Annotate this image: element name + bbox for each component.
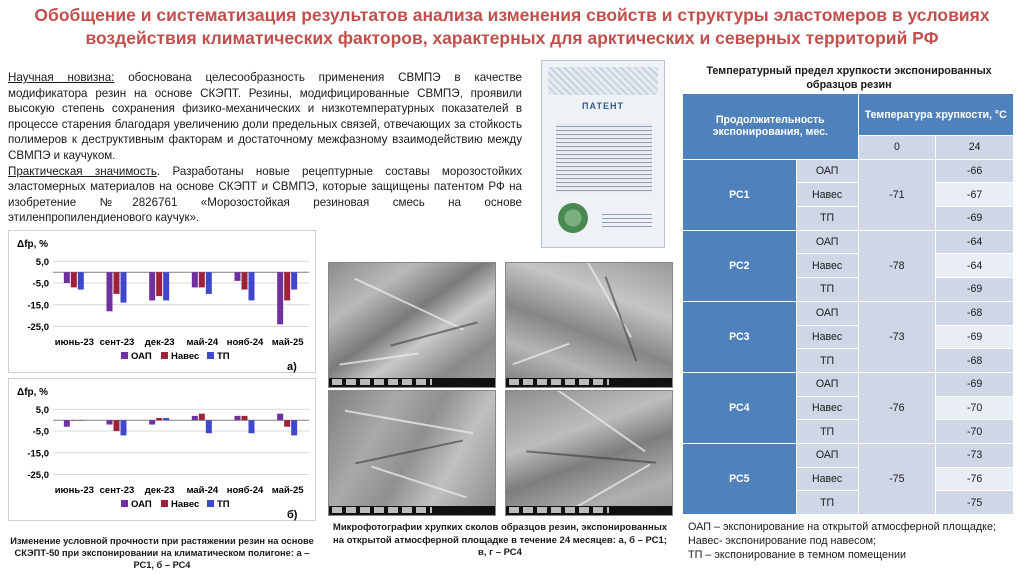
legend-swatch (161, 500, 168, 507)
table-t0-cell: -71 (858, 159, 936, 230)
y-tick-label: -15,0 (27, 448, 49, 460)
bar (235, 416, 241, 420)
bar-chart-svg (9, 379, 317, 522)
table-t24-cell: -68 (936, 349, 1014, 373)
table-condition-cell: Навес (796, 467, 858, 491)
table-t24-cell: -68 (936, 301, 1014, 325)
table-sample-cell: РС1 (683, 159, 797, 230)
table-header-temperature: Температура хрупкости, °С (858, 94, 1013, 136)
table-condition-cell: ОАП (796, 159, 858, 183)
legend-label: Навес (171, 499, 200, 510)
patent-heading: ПАТЕНТ (581, 101, 625, 111)
table-t24-cell: -70 (936, 396, 1014, 420)
table-sample-cell: РС4 (683, 372, 797, 443)
chart-panel-label: а) (287, 361, 297, 373)
bar (291, 272, 297, 289)
legend-label: ОАП (131, 351, 152, 362)
table-condition-cell: ТП (796, 207, 858, 231)
table-t24-cell: -70 (936, 420, 1014, 444)
legend-label: Навес (171, 351, 200, 362)
intro-text (8, 70, 522, 226)
table-condition-cell: ТП (796, 420, 858, 444)
table-t24-cell: -69 (936, 207, 1014, 231)
bar (163, 418, 169, 420)
patent-signature (602, 211, 652, 229)
bar (107, 272, 113, 311)
bar (284, 272, 290, 300)
table-t24-cell: -73 (936, 443, 1014, 467)
x-tick-label: май-25 (271, 337, 304, 348)
micrograph-d (505, 390, 673, 516)
novelty-label: Научная новизна: (8, 71, 115, 84)
chart-panel-label: б) (287, 509, 298, 521)
x-tick-label: дек-23 (144, 485, 175, 496)
bar (199, 414, 205, 421)
novelty-text: обоснована целесообразность применения СВМПЭ в качестве модификатора резин на основе СКЭПТ. Резины, модифицированные СВМПЭ, проявили высокую степень сохранения физико-механических и низкотемпературных показателей в процессе старения благодаря увеличению доли предельных связей, отвечающих за стойкость полимеров к деструктивным факторам и достаточному межфазному взаимодействию между СВМПЭ и каучуком. (8, 71, 522, 162)
table-t24-cell: -67 (936, 183, 1014, 207)
table-sample-cell: РС2 (683, 230, 797, 301)
table-sample-cell: РС5 (683, 443, 797, 514)
y-tick-label: -25,0 (27, 321, 49, 333)
table-row (683, 159, 1014, 183)
bar (107, 420, 113, 424)
bar-chart-svg (9, 231, 317, 374)
bar (206, 420, 212, 433)
patent-seal (558, 203, 588, 233)
bar (64, 272, 70, 283)
bar (163, 272, 169, 300)
patent-header-ornament (548, 67, 658, 95)
table-condition-cell: Навес (796, 254, 858, 278)
practical-text: . Разработаны новые рецептурные составы морозостойких эластомерных материалов на основе СКЭПТ и СВМПЭ, которые защищены патентом РФ на изобретение №2826761 «Морозостойкая резиновая смесь на основе этиленпропилендиенового каучук». (8, 164, 522, 225)
table-t0-cell: -78 (858, 230, 936, 301)
table-row (683, 443, 1014, 467)
table-t24-cell: -66 (936, 159, 1014, 183)
table-condition-cell: Навес (796, 325, 858, 349)
charts-caption: Изменение условной прочности при растяжении резин на основе СКЭПТ-50 при экспонировании на климатическом полигоне: а – РС1, б – РС4 (10, 536, 314, 570)
legend-line: ТП – экспонирование в темном помещении (688, 549, 907, 562)
legend-swatch (207, 352, 214, 359)
y-tick-label: 5,0 (35, 256, 49, 268)
micrograph-a (328, 262, 496, 388)
y-tick-label: -25,0 (27, 469, 49, 481)
table-title: Температурный предел хрупкости экспонированных образцов резин (706, 65, 992, 91)
chart-a (8, 230, 316, 373)
x-tick-label: дек-23 (144, 337, 175, 348)
x-tick-label: июнь-23 (54, 337, 94, 348)
table-t24-cell: -64 (936, 254, 1014, 278)
table-condition-cell: ТП (796, 278, 858, 302)
bar (114, 272, 120, 294)
bar (235, 272, 241, 281)
table-t0-cell: -73 (858, 301, 936, 372)
y-axis-label: Δfp, % (17, 239, 49, 250)
legend-label: ОАП (131, 499, 152, 510)
micrograph-c (328, 390, 496, 516)
bar (71, 420, 77, 421)
table-row (683, 372, 1014, 396)
table-header-month-24: 24 (936, 136, 1014, 160)
table-t24-cell: -75 (936, 491, 1014, 515)
bar (249, 272, 255, 300)
y-axis-label: Δfp, % (17, 387, 49, 398)
practical-label: Практическая значимость (8, 164, 157, 178)
table-t0-cell: -76 (858, 372, 936, 443)
bar (121, 272, 127, 302)
bar (249, 420, 255, 433)
bar (206, 272, 212, 294)
table-condition-cell: Навес (796, 396, 858, 420)
table-sample-cell: РС3 (683, 301, 797, 372)
bar (149, 272, 155, 300)
table-condition-cell: Навес (796, 183, 858, 207)
x-tick-label: май-24 (186, 485, 219, 496)
table-condition-cell: ОАП (796, 443, 858, 467)
y-tick-label: -15,0 (27, 300, 49, 312)
table-condition-cell: ОАП (796, 230, 858, 254)
x-tick-label: май-24 (186, 337, 219, 348)
legend-line: Навес- экспонирование под навесом; (688, 535, 877, 548)
patent-text-lines (556, 123, 652, 193)
table-t24-cell: -69 (936, 325, 1014, 349)
x-tick-label: июнь-23 (54, 485, 94, 496)
x-tick-label: нояб-24 (226, 337, 264, 348)
y-tick-label: 5,0 (35, 404, 49, 416)
bar (156, 418, 162, 420)
bar (78, 420, 84, 421)
table-header-duration: Продолжительность экспонирования, мес. (683, 94, 859, 160)
brittleness-table (682, 93, 1014, 515)
bar (199, 272, 205, 287)
x-tick-label: май-25 (271, 485, 304, 496)
chart-b (8, 378, 316, 521)
bar (192, 416, 198, 420)
table-t24-cell: -69 (936, 278, 1014, 302)
legend-label: ТП (217, 351, 230, 362)
abbreviations-legend (688, 520, 1018, 563)
patent-image (541, 60, 665, 248)
table-t0-cell: -75 (858, 443, 936, 514)
legend-swatch (121, 352, 128, 359)
page-title: Обобщение и систематизация результатов анализа изменения свойств и структуры эластомеров в условиях воздействия климатических факторов, характерных для арктических и северных территорий РФ (34, 5, 990, 48)
bar (192, 272, 198, 287)
table-row (683, 301, 1014, 325)
y-tick-label: -5,0 (32, 426, 49, 438)
table-t24-cell: -76 (936, 467, 1014, 491)
bar (291, 420, 297, 435)
x-tick-label: сент-23 (99, 485, 135, 496)
table-condition-cell: ОАП (796, 301, 858, 325)
table-t24-cell: -64 (936, 230, 1014, 254)
micrograph-b (505, 262, 673, 388)
table-condition-cell: ОАП (796, 372, 858, 396)
bar (242, 416, 248, 420)
legend-label: ТП (217, 499, 230, 510)
legend-swatch (161, 352, 168, 359)
table-condition-cell: ТП (796, 491, 858, 515)
x-tick-label: нояб-24 (226, 485, 264, 496)
x-tick-label: сент-23 (99, 337, 135, 348)
bar (156, 272, 162, 296)
y-tick-label: -5,0 (32, 278, 49, 290)
table-t24-cell: -69 (936, 372, 1014, 396)
table-row (683, 230, 1014, 254)
bar (71, 272, 77, 287)
bar (121, 420, 127, 435)
bar (284, 420, 290, 427)
bar (277, 272, 283, 324)
bar (277, 414, 283, 421)
bar (64, 420, 70, 427)
bar (78, 272, 84, 289)
bar (149, 420, 155, 424)
table-header-month-0: 0 (858, 136, 936, 160)
legend-swatch (207, 500, 214, 507)
bar (114, 420, 120, 431)
bar (242, 272, 248, 289)
legend-line: ОАП – экспонирование на открытой атмосферной площадке; (688, 521, 996, 533)
table-condition-cell: ТП (796, 349, 858, 373)
micrographs-caption: Микрофотографии хрупких сколов образцов резин, экспонированных на открытой атмосферной площадке в течение 24 месяцев: а, б – РС1; в, г – РС4 (332, 522, 668, 558)
legend-swatch (121, 500, 128, 507)
